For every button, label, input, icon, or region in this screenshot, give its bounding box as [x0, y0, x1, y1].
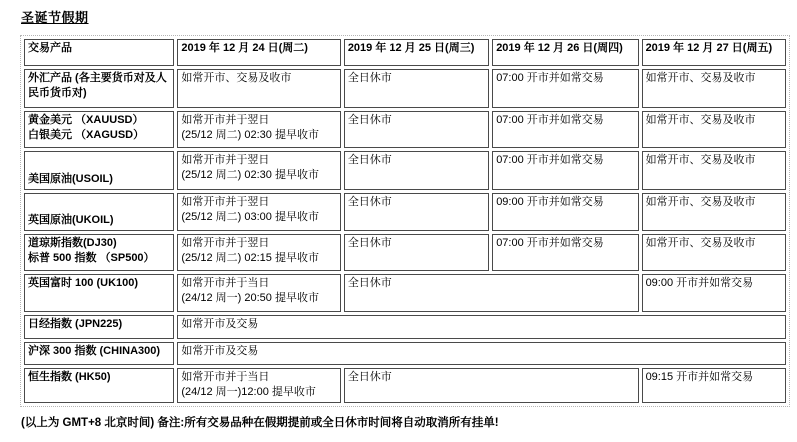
footnote: (以上为 GMT+8 北京时间) 备注:所有交易品种在假期提前或全日休市时间将自动取消所有挂单!: [21, 417, 499, 429]
schedule-cell: 全日休市: [344, 368, 639, 403]
table-row: [24, 111, 786, 148]
table-row: [24, 151, 786, 190]
schedule-cell: 如常开市、交易及收市: [642, 193, 786, 231]
schedule-cell: 全日休市: [344, 234, 489, 271]
schedule-table-body: [24, 69, 786, 403]
header-cell-dec26: 2019 年 12 月 26 日(周四): [492, 39, 638, 66]
product-cell: 美国原油(USOIL): [24, 151, 174, 190]
schedule-cell: 如常开市及交易: [177, 342, 786, 365]
schedule-cell: 如常开市、交易及收市: [177, 69, 340, 108]
product-cell: 外汇产品 (各主要货币对及人民币货币对): [24, 69, 174, 108]
table-row: [24, 342, 786, 365]
table-header: [24, 39, 786, 66]
table-row: [24, 274, 786, 312]
schedule-cell: 如常开市并于当日 (24/12 周一)12:00 提早收市: [177, 368, 340, 403]
header-cell-product: 交易产品: [24, 39, 174, 66]
schedule-cell: 如常开市并于翌日 (25/12 周二) 02:15 提早收市: [177, 234, 340, 271]
schedule-cell: 全日休市: [344, 274, 639, 312]
table-row: [24, 368, 786, 403]
product-cell: 英国原油(UKOIL): [24, 193, 174, 231]
schedule-cell: 07:00 开市并如常交易: [492, 234, 638, 271]
schedule-cell: 如常开市并于当日 (24/12 周一) 20:50 提早收市: [177, 274, 340, 312]
schedule-cell: 09:00 开市并如常交易: [642, 274, 786, 312]
schedule-cell: 全日休市: [344, 111, 489, 148]
table-row: [24, 193, 786, 231]
schedule-cell: 如常开市并于翌日 (25/12 周二) 03:00 提早收市: [177, 193, 340, 231]
holiday-schedule-table: [20, 35, 790, 407]
product-cell: 英国富时 100 (UK100): [24, 274, 174, 312]
product-cell: 恒生指数 (HK50): [24, 368, 174, 403]
schedule-cell: 如常开市、交易及收市: [642, 69, 786, 108]
table-row: [24, 315, 786, 339]
header-row: [24, 39, 786, 66]
schedule-cell: 09:00 开市并如常交易: [492, 193, 638, 231]
table-row: [24, 234, 786, 271]
page-title: 圣诞节假期: [21, 10, 89, 25]
schedule-cell: 07:00 开市并如常交易: [492, 151, 638, 190]
header-cell-dec27: 2019 年 12 月 27 日(周五): [642, 39, 786, 66]
schedule-cell: 全日休市: [344, 69, 489, 108]
schedule-cell: 如常开市、交易及收市: [642, 111, 786, 148]
schedule-cell: 07:00 开市并如常交易: [492, 69, 638, 108]
schedule-cell: 如常开市并于翌日 (25/12 周二) 02:30 提早收市: [177, 151, 340, 190]
product-cell: 日经指数 (JPN225): [24, 315, 174, 339]
header-cell-dec25: 2019 年 12 月 25 日(周三): [344, 39, 489, 66]
header-cell-dec24: 2019 年 12 月 24 日(周二): [177, 39, 340, 66]
product-cell: 沪深 300 指数 (CHINA300): [24, 342, 174, 365]
product-cell: 道琼斯指数(DJ30) 标普 500 指数 （SP500）: [24, 234, 174, 271]
schedule-cell: 如常开市及交易: [177, 315, 786, 339]
schedule-cell: 全日休市: [344, 151, 489, 190]
schedule-cell: 如常开市并于翌日 (25/12 周二) 02:30 提早收市: [177, 111, 340, 148]
schedule-cell: 如常开市、交易及收市: [642, 151, 786, 190]
schedule-cell: 09:15 开市并如常交易: [642, 368, 786, 403]
table-row: [24, 69, 786, 108]
schedule-cell: 如常开市、交易及收市: [642, 234, 786, 271]
schedule-cell: 全日休市: [344, 193, 489, 231]
schedule-cell: 07:00 开市并如常交易: [492, 111, 638, 148]
product-cell: 黄金美元 （XAUUSD） 白银美元 （XAGUSD）: [24, 111, 174, 148]
